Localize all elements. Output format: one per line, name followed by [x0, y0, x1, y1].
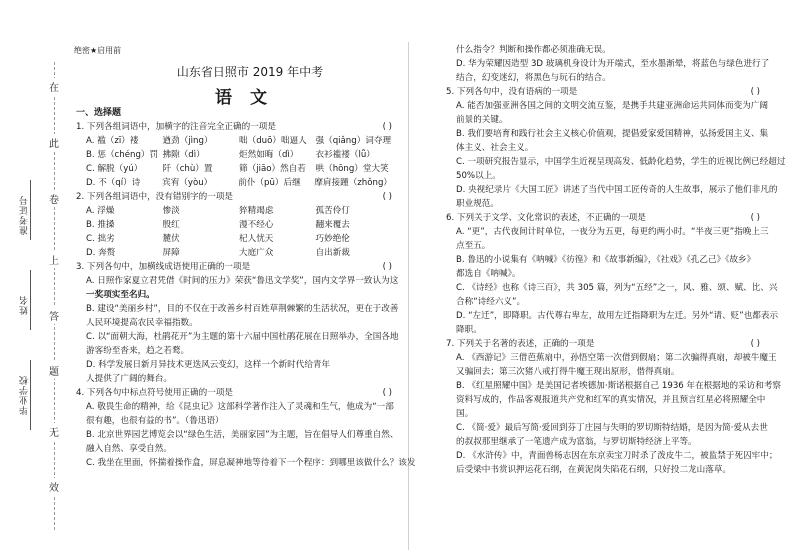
option-cell: 殷红	[162, 220, 180, 230]
option-line: C. 《诗经》也称《诗三百》，共 305 篇，列为“五经”之一，风、雅、颂、赋、比、兴	[456, 283, 778, 293]
option-line: 前景的关键。	[456, 115, 508, 125]
option-line: C. 以“面朝大海，杜鹃花开”为主题的第十六届中国杜鹃花展在日照举办，全国各地	[86, 332, 399, 342]
question-text: 7. 下列关于名著的表述，正确的一项是	[446, 339, 595, 349]
option-line: B. 北京世界园艺博览会以“绿色生活，美丽家园”为主题，旨在倡导人们尊重自然、	[86, 430, 399, 440]
option-line: 人民环境提高农民幸福指数。	[86, 318, 198, 328]
question-stem	[446, 211, 760, 225]
option-cell: 咄（duō）咄逼人	[239, 136, 307, 146]
binding-char: 无	[49, 423, 59, 440]
column-divider	[408, 42, 409, 550]
question-stem	[76, 386, 392, 400]
option-line: 什么指令？判断和操作都必须准确无误。	[456, 45, 611, 55]
option-row	[76, 176, 392, 190]
option-line: 一奖项实至名归。	[86, 290, 155, 300]
option-line: B. 建设“美丽乡村”，目的不仅在于改善乡村百姓草荆棘繁的生活状况，更在于改善	[86, 304, 399, 314]
option-line: D. “左迁”，即降职。古代尊右卑左，故用左迁指降职为左迁。另外“请、贬”也都表示	[456, 311, 779, 321]
option-cell: B. 惩（chéng）罚	[86, 150, 159, 160]
option-cell: 前仆（pū）后继	[238, 178, 301, 188]
question-stem	[446, 85, 760, 99]
binding-char: 在	[49, 78, 59, 95]
option-cell: 屏障	[162, 248, 180, 258]
field-label-exam-number: 准考证号	[20, 195, 30, 235]
question-text: 6. 下列关于文学、文化常识的表述，不正确的一项是	[446, 213, 646, 223]
option-cell: A. 褴（zī）褛	[86, 136, 139, 146]
option-line: 的叔叔那里继承了一笔遗产成为富翁，与罗切斯特经济上平等。	[456, 437, 697, 447]
binding-char: 效	[49, 478, 59, 495]
binding-line	[54, 62, 55, 530]
option-cell: D. 不（qí）诗	[86, 178, 141, 188]
answer-bracket: ( )	[750, 339, 760, 349]
exam-title: 山东省日照市 2019 年中考	[176, 65, 324, 79]
option-cell: 孤苦伶仃	[315, 206, 350, 216]
answer-bracket: ( )	[382, 262, 392, 272]
option-line: D. 《水浒传》中，青面兽杨志因在东京卖宝刀时杀了泼皮牛二，被监禁于死囚牢中；	[456, 451, 778, 461]
binding-char: 答	[49, 307, 59, 324]
option-line: B. 《红星照耀中国》是美国记者埃德加·斯诺根据自己 1936 年在根据地的采访和考察	[456, 381, 782, 391]
option-line: 合称“诗经六义”。	[456, 297, 526, 307]
option-line: B. 我们要培育和践行社会主义核心价值观，提倡爱家爱国精神，弘扬爱国主义、集	[456, 129, 769, 139]
option-cell: 自出新裁	[315, 248, 350, 258]
option-line: C. 《简·爱》最后写简·爱回到芬丁庄园与失明的罗切斯特结婚，是因为简·爱从去世	[456, 423, 768, 433]
option-line: B. 鲁迅的小说集有《呐喊》《彷徨》和《故事新编》，《社戏》《孔乙己》《故乡》	[456, 255, 756, 265]
option-line: 很有趣，也很有益的书”。（鲁迅语）	[86, 416, 224, 426]
option-cell: 阡（chù）置	[162, 164, 213, 174]
option-line: A. 能否加强亚洲各国之间的文明交流互鉴，是携手共建亚洲命运共同体而变为广阔	[456, 101, 768, 111]
option-line: 结合，幻变迷幻，将黑色与玩石的结合。	[456, 73, 611, 83]
option-cell: 麓伏	[162, 234, 180, 244]
option-line: D. 科学发展日新月异技术更迭风云变幻，这样一个新时代给青年	[86, 360, 331, 370]
option-row	[76, 134, 392, 148]
option-line: 资料写成的，作品客观报道共产党和红军的真实情况，并且预言红星必将照耀全中	[456, 395, 766, 405]
answer-bracket: ( )	[750, 87, 760, 97]
field-label-school: 毕业学校	[20, 375, 30, 415]
option-cell: 摩肩接踵（zhǒng）	[314, 178, 393, 188]
option-line: D. 央视纪录片《大国工匠》讲述了当代中国工匠传奇的人生故事，展示了他们非凡的	[456, 185, 778, 195]
option-cell: B. 推搡	[86, 220, 115, 230]
option-cell: 翻来覆去	[315, 220, 350, 230]
question-text: 2. 下列各组词语中，没有错别字的一项是	[76, 192, 234, 202]
answer-bracket: ( )	[750, 213, 760, 223]
option-line: 游客纷至沓来，趋之若鹜。	[86, 346, 190, 356]
option-cell: 炬然如晦（dì）	[239, 150, 299, 160]
option-line: 点至五。	[456, 241, 491, 251]
binding-char: 卷	[49, 190, 59, 207]
question-stem	[76, 190, 392, 204]
option-cell: 遒劲（jìng）	[162, 136, 213, 146]
option-cell: 漫不经心	[239, 220, 274, 230]
option-cell: 强（qiǎng）词夺理	[315, 136, 392, 146]
binding-char: 题	[49, 362, 59, 379]
option-row	[76, 232, 392, 246]
option-line: C. 一项研究报告显示，中国学生近视呈现高发、低龄化趋势，学生的近视比例已经超过	[456, 157, 786, 167]
option-cell: 衣衫褴褛（lǚ）	[315, 150, 375, 160]
option-line: 职业规范。	[456, 199, 499, 209]
option-line: 体主义、社会主义。	[456, 143, 534, 153]
option-line: D. 华为荣耀因造型 3D 玻璃机身设计为开端式，至水墨渐晕，将蓝色与绿色进行了	[456, 59, 770, 69]
option-cell: 惨淡	[162, 206, 180, 216]
secret-mark: 绝密★启用前	[74, 46, 122, 55]
option-cell: 杞人忧天	[239, 234, 274, 244]
option-cell: 筛（jiāo）然自若	[239, 164, 306, 174]
option-row	[76, 148, 392, 162]
option-line: 都选自《呐喊》。	[456, 269, 521, 279]
option-cell: 哄（hōng）堂大笑	[315, 164, 389, 174]
option-cell: 拂隙（dì）	[162, 150, 205, 160]
question-stem	[446, 337, 760, 351]
option-line: 又骗回去；第三次猪八戒打得牛魔王现出原形，借得真扇。	[456, 367, 680, 377]
option-line: 降职。	[456, 325, 482, 335]
question-text: 1. 下列各组词语中，加横字的注音完全正确的一项是	[76, 122, 276, 132]
option-row	[76, 246, 392, 260]
question-text: 5. 下列各句中，没有语病的一项是	[446, 87, 578, 97]
option-line: A. “更”，古代夜间计时单位，一夜分为五更，每更约两小时。“半夜三更”指晚上三	[456, 227, 769, 237]
option-line: A. 《西游记》三借芭蕉扇中，孙悟空第一次借到假扇；第二次骗得真扇，却被牛魔王	[456, 353, 777, 363]
option-line: 融入自然、享受自然。	[86, 444, 172, 454]
question-text: 3. 下列各句中，加横线成语使用正确的一项是	[76, 262, 251, 272]
option-cell: 猝精竭虑	[239, 206, 274, 216]
option-row	[76, 204, 392, 218]
option-line: 后受梁中书赏识押运花石纲，在黄泥岗失陷花石纲，只好投二龙山落草。	[456, 465, 732, 475]
option-line: A. 日照作家夏立君凭借《时间的压力》荣获“鲁迅文学奖”，国内文学界一致认为这	[86, 276, 399, 286]
option-cell: C. 拙劣	[86, 234, 115, 244]
question-stem	[76, 120, 392, 134]
left-column	[76, 106, 416, 470]
option-cell: A. 浮燥	[86, 206, 115, 216]
option-line: 50%以上。	[456, 171, 501, 181]
section-heading: 一、选择题	[76, 108, 122, 118]
option-row	[76, 162, 392, 176]
option-cell: D. 奔赘	[86, 248, 116, 258]
option-cell: 宾宥（yòu）	[162, 178, 213, 188]
subject-title: 语文	[215, 88, 285, 108]
option-line: A. 敬畏生命的精神，给《昆虫记》这部科学著作注入了灵魂和生气，他成为“一部	[86, 402, 394, 412]
question-text: 4. 下列各句中标点符号使用正确的一项是	[76, 388, 234, 398]
binding-char: 此	[49, 134, 59, 151]
answer-bracket: ( )	[382, 388, 392, 398]
question-stem	[76, 260, 392, 274]
answer-bracket: ( )	[382, 192, 392, 202]
answer-bracket: ( )	[382, 122, 392, 132]
option-row	[76, 218, 392, 232]
option-line: 人提供了广阔的舞台。	[86, 374, 172, 384]
field-label-name: 姓名	[20, 295, 30, 315]
option-line: C. 我坐在里面，怀揣着操作盒，屏息凝神地等待着下一个程序：到哪里该做什么？该发	[86, 458, 416, 468]
option-cell: 大庭广众	[239, 248, 274, 258]
binding-char: 上	[49, 251, 59, 268]
option-line: 国。	[456, 409, 474, 419]
option-cell: C. 解脱（yú）	[86, 164, 143, 174]
right-column	[446, 43, 786, 477]
option-cell: 巧妙绝伦	[315, 234, 350, 244]
